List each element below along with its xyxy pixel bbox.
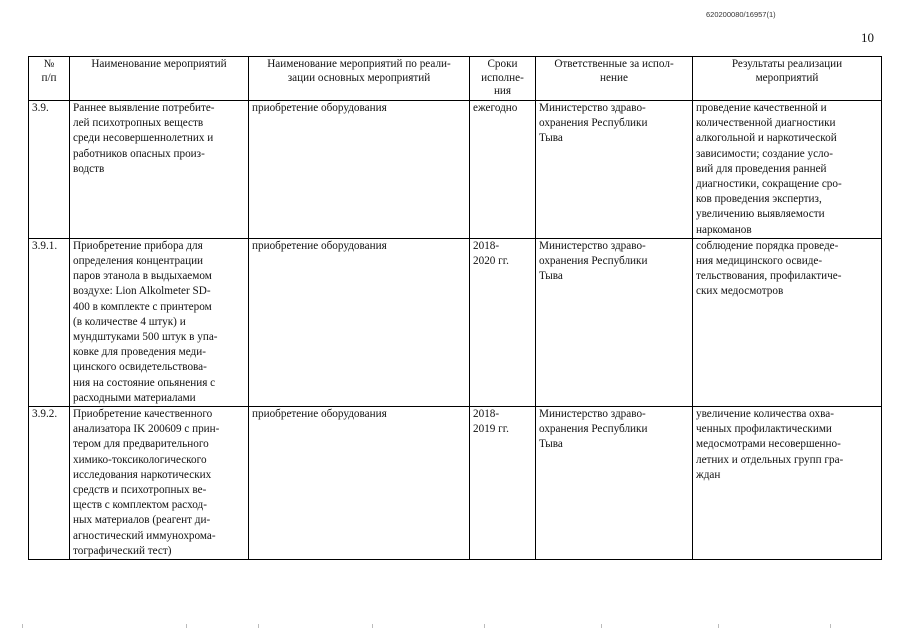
column-header-terms: Сроки исполне- ния (470, 57, 536, 101)
measure-responsible: Министерство здраво- охранения Республики Тыва (536, 238, 693, 406)
column-header-responsible: Ответственные за испол- нение (536, 57, 693, 101)
measure-result: увеличение количества охва- ченных профилактическими медосмотрами несовершенно- летних и отдельных групп гра- ждан (693, 407, 882, 560)
row-number: 3.9.1. (29, 238, 70, 406)
measure-result: соблюдение порядка проведе- ния медицинского освиде- тельствования, профилактиче- ских медосмотров (693, 238, 882, 406)
measure-name: Приобретение прибора для определения концентрации паров этанола в выдыхаемом воздухе: Lion Alkolmeter SD- 400 в комплекте с принтером (в количестве 4 штук) и мундштуками 500 штук в упа- ковке для проведения меди- цинского освидетельствова- ния на состояние опьянения с расходными материалами (70, 238, 249, 406)
measure-name: Приобретение качественного анализатора IK 200609 с прин- тером для предварительного химико-токсикологического исследования наркотических средств и психотропных ве- ществ с комплектом расход- ных материалов (реагент ди- агностический иммунохрома- тографический тест) (70, 407, 249, 560)
table-row (29, 238, 882, 406)
document-id: 620200080/16957(1) (706, 10, 776, 19)
column-header-name: Наименование мероприятий (70, 57, 249, 101)
measure-action: приобретение оборудования (249, 407, 470, 560)
measure-result: проведение качественной и количественной диагностики алкогольной и наркотической зависимости; создание усло- вий для проведения ранней диагностики, сокращение сро- ков проведения экспертиз, увеличению выявляемости наркоманов (693, 101, 882, 239)
column-header-number: № п/п (29, 57, 70, 101)
row-number: 3.9.2. (29, 407, 70, 560)
scan-edge-artifacts (0, 624, 905, 630)
measure-term: 2018- 2020 гг. (470, 238, 536, 406)
measure-responsible: Министерство здраво- охранения Республики Тыва (536, 407, 693, 560)
table-header-row (29, 57, 882, 101)
column-header-results: Результаты реализации мероприятий (693, 57, 882, 101)
measure-action: приобретение оборудования (249, 101, 470, 239)
measure-term: ежегодно (470, 101, 536, 239)
measures-table (28, 56, 882, 560)
measure-term: 2018- 2019 гг. (470, 407, 536, 560)
page-number: 10 (861, 30, 874, 45)
measure-name: Раннее выявление потребите- лей психотропных веществ среди несовершеннолетних и работников опасных произ- водств (70, 101, 249, 239)
table-row (29, 407, 882, 560)
measure-action: приобретение оборудования (249, 238, 470, 406)
table-row (29, 101, 882, 239)
row-number: 3.9. (29, 101, 70, 239)
column-header-main-measures: Наименование мероприятий по реали- зации основных мероприятий (249, 57, 470, 101)
measure-responsible: Министерство здраво- охранения Республики Тыва (536, 101, 693, 239)
